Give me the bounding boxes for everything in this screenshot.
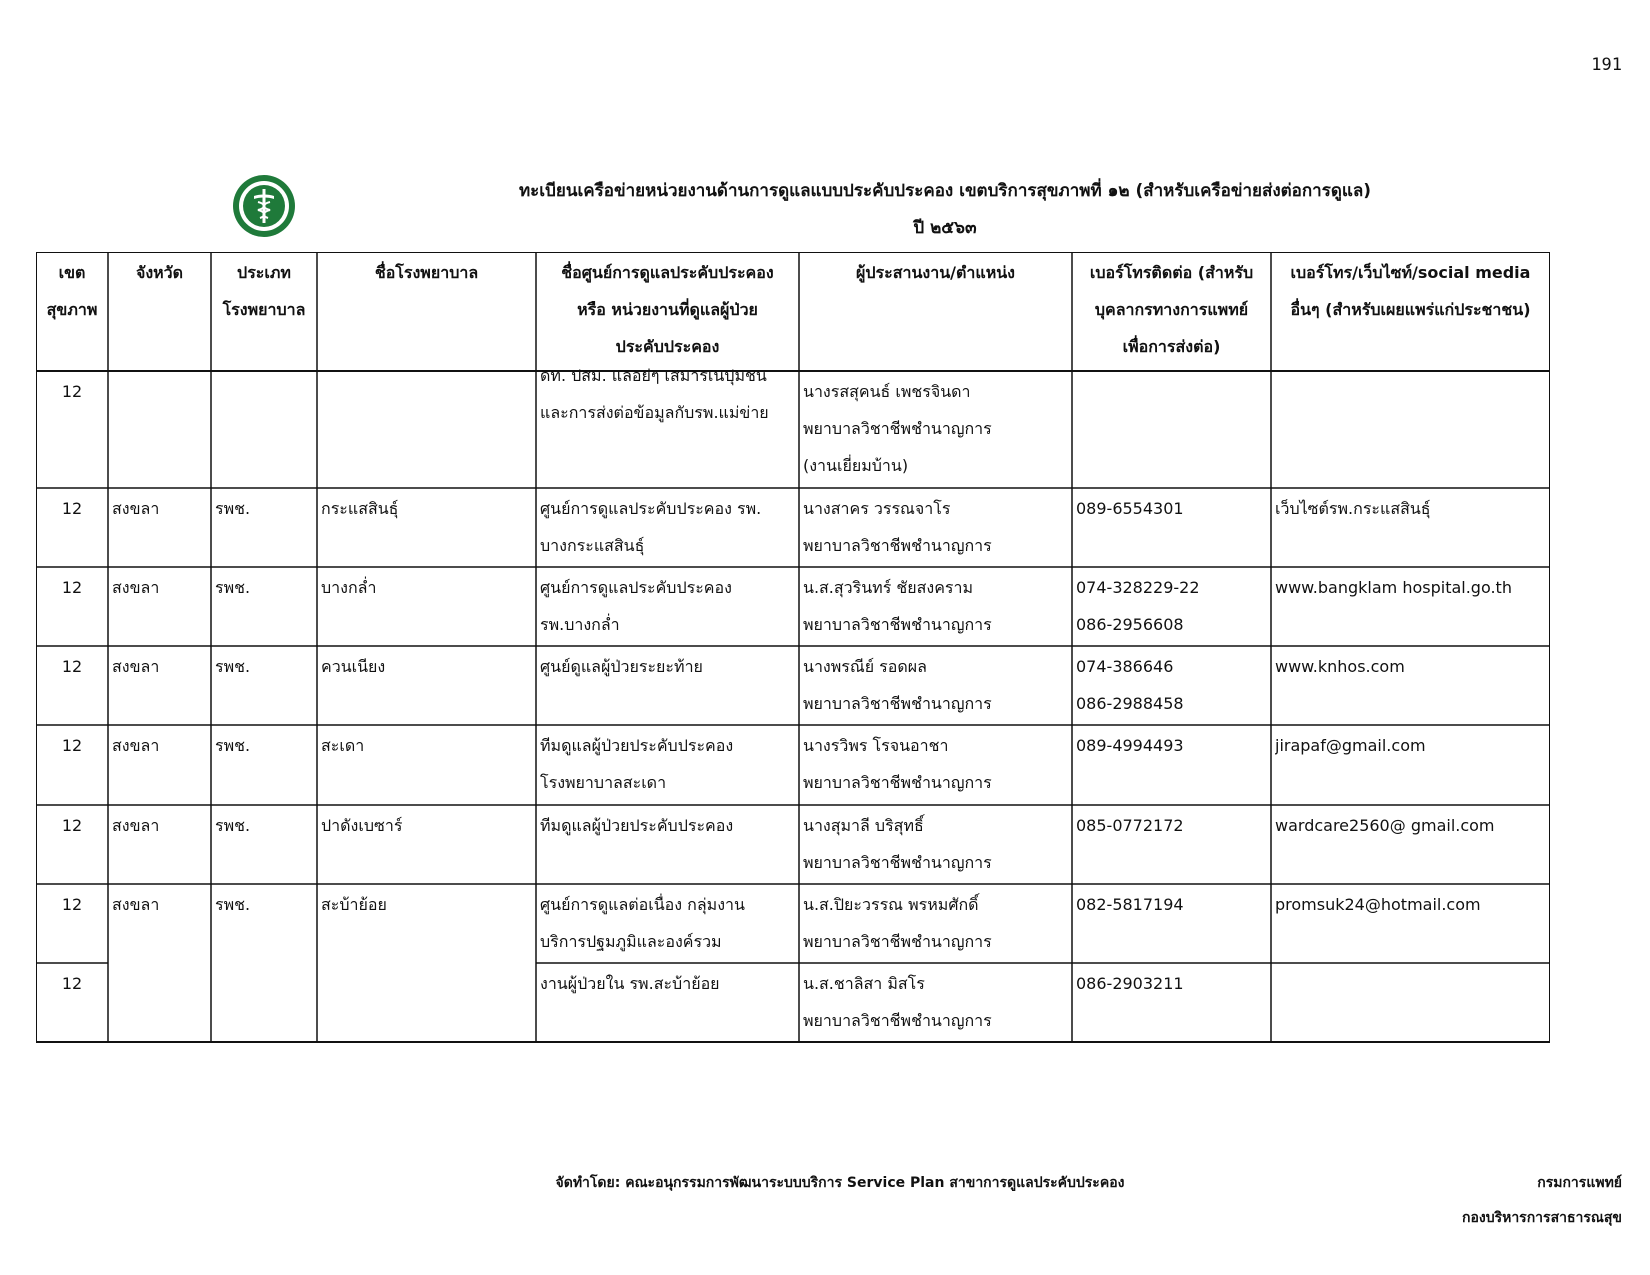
province-cell: สงขลา (112, 578, 160, 597)
referral-phone-cell: 086-2903211 (1076, 974, 1184, 993)
header-hospital-name: ชื่อโรงพยาบาล (374, 263, 479, 282)
center-cell: ศูนย์การดูแลต่อเนื่อง กลุ่มงาน บริการปฐมภูมิและองค์รวม (540, 895, 745, 951)
hospital-name-cell: ควนเนียง (321, 657, 386, 676)
public-contact-cell: jirapaf@gmail.com (1275, 736, 1426, 755)
header-hospital-type: ประเภท โรงพยาบาล (222, 263, 306, 319)
public-contact-cell: www.knhos.com (1275, 657, 1405, 676)
hospital-name-cell: สะบ้าย้อย (321, 895, 387, 914)
coordinator-cell: นางพรณีย์ รอดผล พยาบาลวิชาชีพชำนาญการ (803, 657, 992, 713)
referral-phone-cell: 089-6554301 (1076, 499, 1184, 518)
header-referral-phone: เบอร์โทรติดต่อ (สำหรับ บุคลากรทางการแพทย์ เพื่อการส่งต่อ) (1089, 263, 1254, 356)
region-cell: 12 (61, 895, 83, 914)
province-cell (112, 965, 207, 1040)
center-cell: ศูนย์การดูแลประคับประคอง รพ. บางกระแสสินธุ์ (540, 499, 762, 555)
center-cell: ดท. ปสม. แลอย่ๆ เสมารเนปุมชน และการส่งต่อข้อมูลกับรพ.แม่ข่าย (540, 366, 769, 422)
coordinator-cell: น.ส.ปิยะวรรณ พรหมศักดิ์ พยาบาลวิชาชีพชำนาญการ (803, 895, 992, 951)
referral-phone-cell: 074-328229-22 086-2956608 (1076, 578, 1200, 634)
referral-phone-cell: 082-5817194 (1076, 895, 1184, 914)
hospital-name-cell: กระแสสินธุ์ (321, 499, 399, 518)
coordinator-cell: น.ส.สุวรินทร์ ชัยสงคราม พยาบาลวิชาชีพชำนาญการ (803, 578, 992, 634)
header-province: จังหวัด (135, 263, 184, 282)
region-cell: 12 (61, 736, 83, 755)
center-cell: งานผู้ป่วยใน รพ.สะบ้าย้อย (540, 974, 720, 993)
center-cell: ทีมดูแลผู้ป่วยประคับประคอง (540, 816, 734, 835)
center-cell: ศูนย์ดูแลผู้ป่วยระยะท้าย (540, 657, 703, 676)
hospital-type-cell: รพช. (215, 499, 251, 518)
region-cell: 12 (61, 974, 83, 993)
public-contact-cell: wardcare2560@ gmail.com (1275, 816, 1495, 835)
coordinator-cell: น.ส.ชาลิสา มิสโร พยาบาลวิชาชีพชำนาญการ (803, 974, 992, 1030)
hospital-type-cell: รพช. (215, 895, 251, 914)
hospital-type-cell: รพช. (215, 816, 251, 835)
referral-phone-cell (1076, 373, 1267, 486)
hospital-type-cell (215, 373, 313, 486)
referral-phone-cell: 074-386646 086-2988458 (1076, 657, 1184, 713)
region-cell: 12 (61, 657, 83, 676)
hospital-type-cell: รพช. (215, 578, 251, 597)
header-coordinator: ผู้ประสานงาน/ตำแหน่ง (856, 263, 1015, 282)
hospital-type-cell (215, 965, 313, 1040)
hospital-type-cell: รพช. (215, 657, 251, 676)
footer-division: กองบริหารการสาธารณสุข (1461, 1210, 1622, 1226)
hospital-name-cell (321, 373, 532, 486)
center-cell: ทีมดูแลผู้ป่วยประคับประคอง โรงพยาบาลสะเดา (540, 736, 734, 792)
page-number: 191 (1591, 55, 1622, 75)
hospital-name-cell: ปาดังเบซาร์ (321, 816, 403, 835)
coordinator-cell: นางสาคร วรรณจาโร พยาบาลวิชาชีพชำนาญการ (803, 499, 992, 555)
header-public-contact: เบอร์โทร/เว็บไซท์/social media อื่นๆ (สำหรับเผยแพร่แก่ประชาชน) (1290, 263, 1531, 319)
header-palliative-center: ชื่อศูนย์การดูแลประคับประคอง หรือ หน่วยงานที่ดูแลผู้ป่วย ประคับประคอง (561, 263, 774, 356)
province-cell: สงขลา (112, 499, 160, 518)
header-health-region: เขต สุขภาพ (46, 263, 98, 319)
hospital-type-cell: รพช. (215, 736, 251, 755)
coordinator-cell: นางรวิพร โรจนอาชา พยาบาลวิชาชีพชำนาญการ (803, 736, 992, 792)
public-contact-cell: เว็บไซต์รพ.กระแสสินธุ์ (1275, 499, 1431, 518)
province-cell: สงขลา (112, 736, 160, 755)
footer-department: กรมการแพทย์ (1537, 1175, 1622, 1191)
center-cell: ศูนย์การดูแลประคับประคอง รพ.บางกล่ำ (540, 578, 732, 634)
region-cell: 12 (61, 578, 83, 597)
province-cell: สงขลา (112, 895, 160, 914)
coordinator-cell: นางรสสุคนธ์ เพชรจินดา พยาบาลวิชาชีพชำนาญการ (งานเยี่ยมบ้าน) (803, 382, 992, 475)
network-table (36, 252, 1550, 1060)
referral-phone-cell: 089-4994493 (1076, 736, 1184, 755)
province-cell: สงขลา (112, 816, 160, 835)
province-cell: สงขลา (112, 657, 160, 676)
public-contact-cell (1275, 373, 1546, 486)
document-year: ปี ๒๕๖๓ (913, 218, 977, 238)
public-contact-cell (1275, 965, 1546, 1040)
province-cell (112, 373, 207, 486)
public-contact-cell: promsuk24@hotmail.com (1275, 895, 1481, 914)
region-cell: 12 (61, 816, 83, 835)
hospital-name-cell (321, 965, 532, 1040)
region-cell: 12 (61, 499, 83, 518)
region-cell: 12 (61, 382, 83, 401)
public-contact-cell: www.bangklam hospital.go.th (1275, 578, 1512, 597)
referral-phone-cell: 085-0772172 (1076, 816, 1184, 835)
footer-prepared-by: จัดทำโดย: คณะอนุกรรมการพัฒนาระบบบริการ Service Plan สาขาการดูแลประคับประคอง (555, 1175, 1125, 1191)
hospital-name-cell: สะเดา (321, 736, 365, 755)
coordinator-cell: นางสุมาลี บริสุทธิ์ พยาบาลวิชาชีพชำนาญการ (803, 816, 992, 872)
hospital-name-cell: บางกล่ำ (321, 578, 377, 597)
document-title: ทะเบียนเครือข่ายหน่วยงานด้านการดูแลแบบประคับประคอง เขตบริการสุขภาพที่ ๑๒ (สำหรับเครือข่ายส่งต่อการดูแล) (518, 181, 1372, 201)
ministry-seal-icon (232, 174, 296, 238)
